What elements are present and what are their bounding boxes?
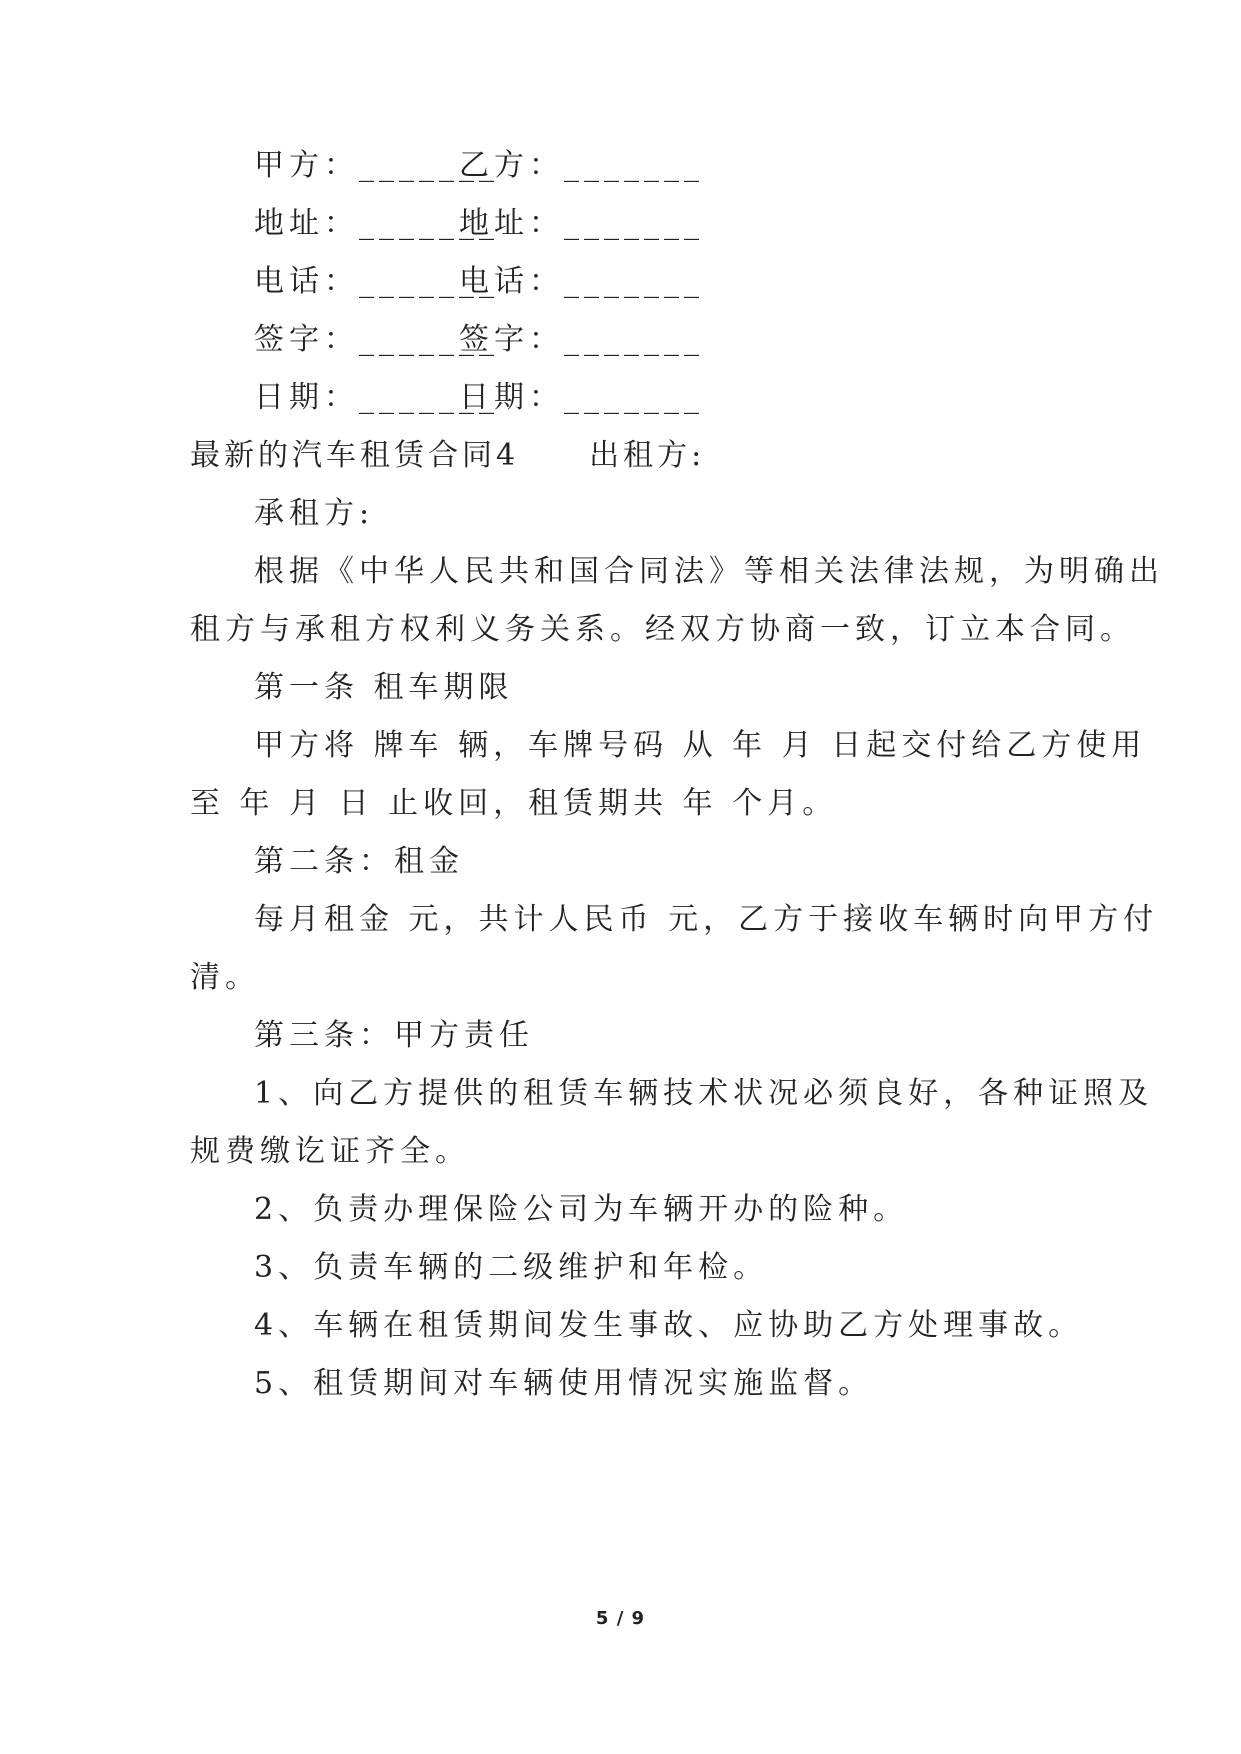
- lessee-label: 承租方:: [254, 496, 375, 531]
- article-heading: 第二条：租金: [254, 844, 464, 879]
- party-a-address-field: 地址：_______: [254, 206, 499, 241]
- party-a-date-field: 日期：_______: [254, 380, 499, 415]
- party-a-phone-field: 电话：_______: [254, 264, 499, 299]
- page-number: 5 / 9: [595, 1608, 646, 1629]
- body-line: 至 年 月 日 止收回，租赁期共 年 个月。: [190, 786, 838, 821]
- signature-row-address: [254, 204, 704, 244]
- lessor-label: 出租方:: [589, 438, 706, 473]
- party-b-phone-field: 电话：_______: [459, 264, 704, 299]
- party-b-signature-field: 签字：_______: [459, 322, 704, 357]
- party-a-field: 甲方：_______: [254, 148, 499, 183]
- contract-heading-row: [190, 436, 705, 476]
- list-item: 5、租赁期间对车辆使用情况实施监督。: [254, 1366, 874, 1401]
- signature-row-phone: [254, 262, 704, 302]
- party-b-field: 乙方：_______: [459, 148, 704, 183]
- signature-row-date: [254, 378, 704, 418]
- body-line: 每月租金 元，共计人民币 元，乙方于接收车辆时向甲方付: [254, 902, 1159, 937]
- body-line: 租方与承租方权利义务关系。经双方协商一致，订立本合同。: [190, 612, 1135, 647]
- signature-row-party: [254, 146, 704, 186]
- body-line: 根据《中华人民共和国合同法》等相关法律法规，为明确出: [254, 554, 1164, 589]
- body-line: 甲方将 牌车 辆，车牌号码 从 年 月 日起交付给乙方使用: [254, 728, 1147, 763]
- contract-title: 最新的汽车租赁合同4: [190, 438, 520, 473]
- signature-row-signature: [254, 320, 704, 360]
- body-line: 清。: [190, 960, 260, 995]
- list-item: 3、负责车辆的二级维护和年检。: [254, 1250, 769, 1285]
- article-heading: 第三条：甲方责任: [254, 1018, 534, 1053]
- list-item: 1、向乙方提供的租赁车辆技术状况必须良好，各种证照及: [254, 1076, 1154, 1111]
- party-b-address-field: 地址：_______: [459, 206, 704, 241]
- list-item-continuation: 规费缴讫证齐全。: [190, 1134, 470, 1169]
- party-b-date-field: 日期：_______: [459, 380, 704, 415]
- list-item: 2、负责办理保险公司为车辆开办的险种。: [254, 1192, 909, 1227]
- party-a-signature-field: 签字：_______: [254, 322, 499, 357]
- article-heading: 第一条 租车期限: [254, 670, 514, 705]
- list-item: 4、车辆在租赁期间发生事故、应协助乙方处理事故。: [254, 1308, 1084, 1343]
